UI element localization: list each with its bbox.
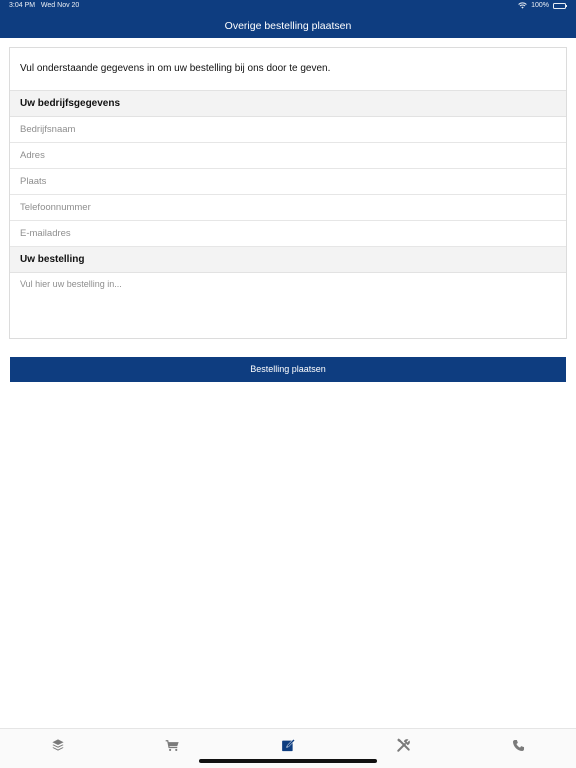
edit-order-icon [281,738,296,753]
tab-products[interactable] [48,736,68,754]
phone-number-input[interactable] [10,195,566,220]
status-indicators [518,2,566,9]
city-input[interactable] [10,169,566,194]
tab-cart[interactable] [162,736,182,754]
status-date: Wed Nov 20 [40,2,80,9]
place-order-button[interactable]: Bestelling plaatsen [10,357,566,382]
wifi-icon [518,2,527,9]
home-indicator[interactable] [199,759,377,763]
tools-icon [396,738,411,753]
company-name-row [10,117,566,143]
battery-percentage: 100% [531,2,549,9]
page-title: Overige bestelling plaatsen [224,20,352,32]
email-row [10,221,566,247]
phone-icon [512,739,525,752]
city-row [10,169,566,195]
email-input[interactable] [10,221,566,246]
tab-service[interactable] [393,736,413,754]
status-time-date [9,2,79,9]
tab-contact[interactable] [508,736,528,754]
layers-icon [51,738,65,752]
navigation-bar [0,0,576,38]
company-name-input[interactable] [10,117,566,142]
phone-row [10,195,566,221]
company-section-header: Uw bedrijfsgegevens [10,91,566,117]
status-time: 3:04 PM [9,2,36,9]
cart-icon [165,739,180,752]
address-row [10,143,566,169]
address-input[interactable] [10,143,566,168]
tab-other-order[interactable] [278,736,298,754]
order-textarea[interactable] [10,273,566,345]
battery-icon [553,3,566,9]
status-bar [0,0,576,12]
form-intro: Vul onderstaande gegevens in om uw bestelling bij ons door te geven. [10,48,566,91]
order-form [9,47,567,339]
order-section-header: Uw bestelling [10,247,566,273]
